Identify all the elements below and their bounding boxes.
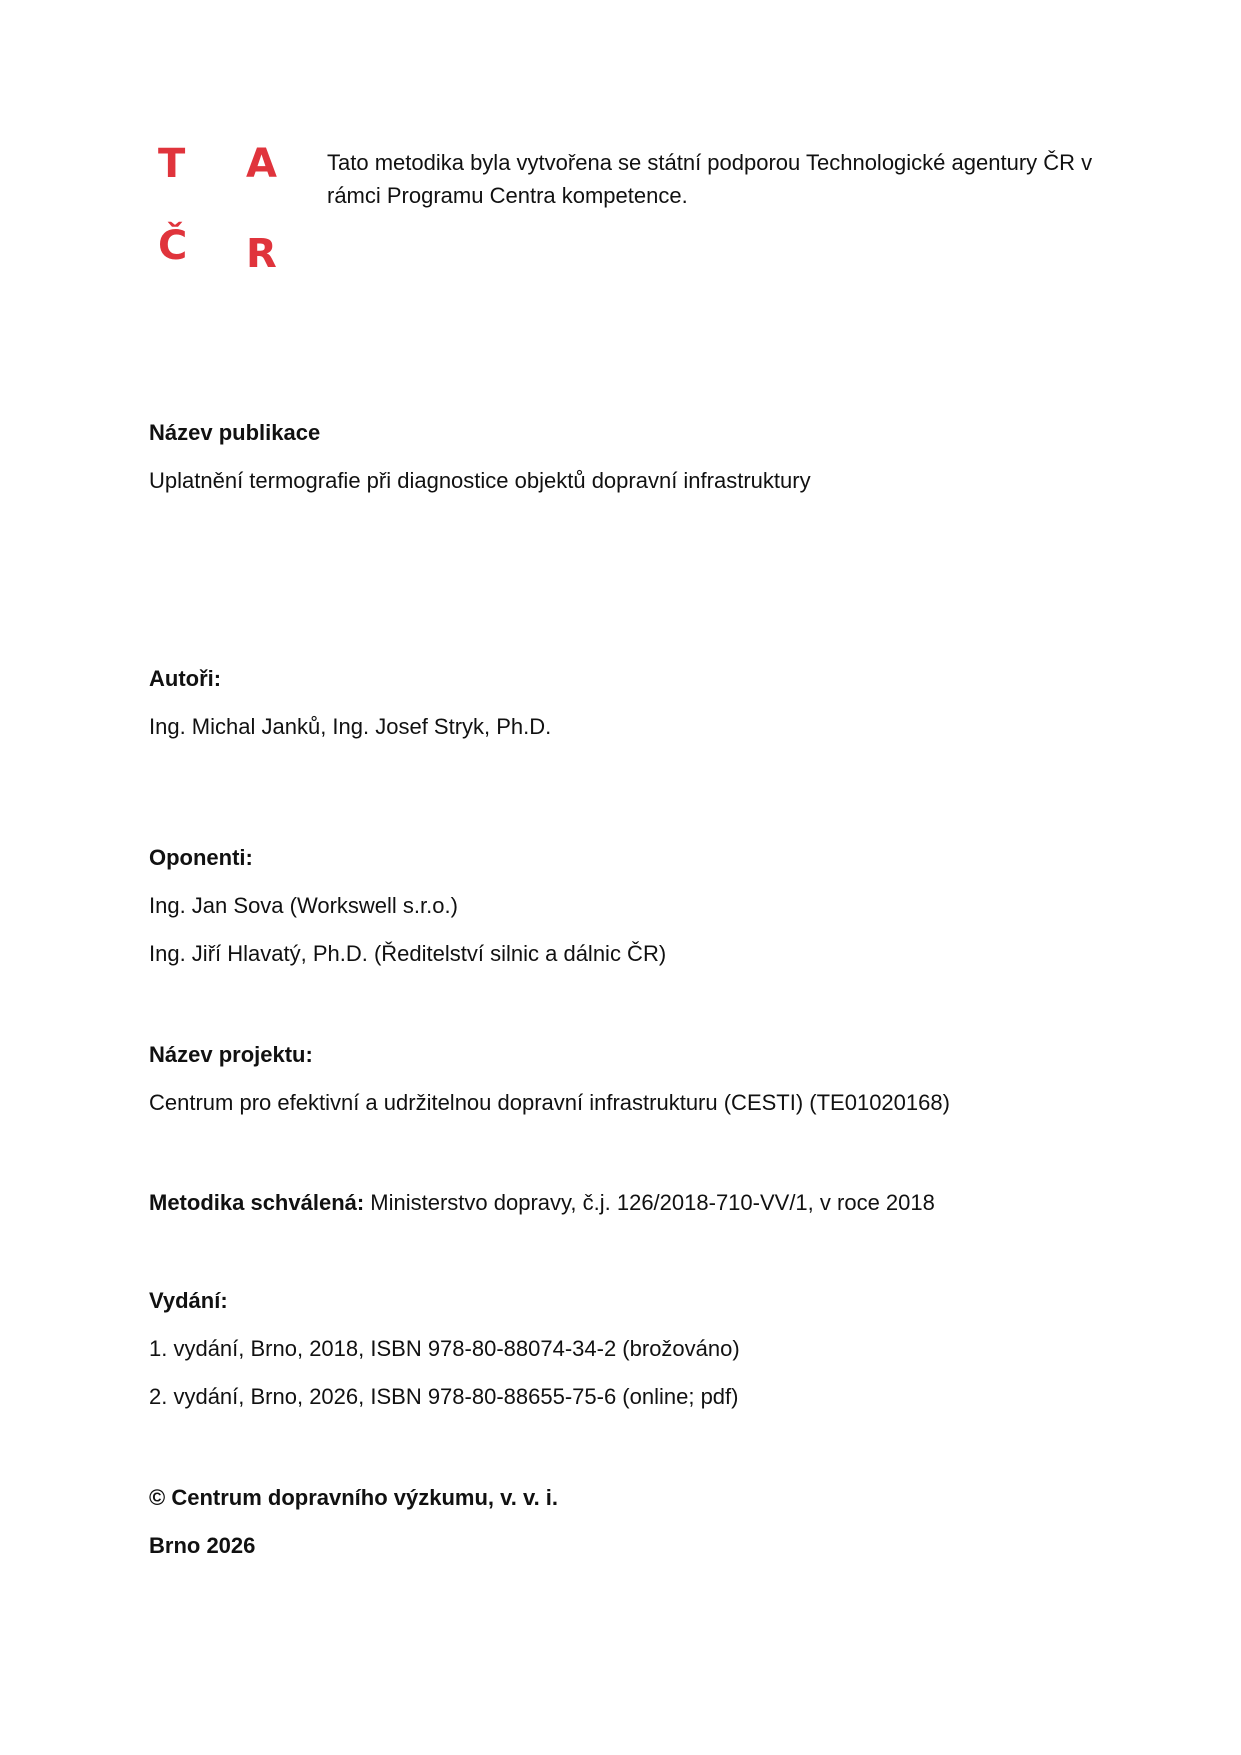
colophon-section (149, 1483, 1149, 1561)
publication-title: Uplatnění termografie při diagnostice objektů dopravní infrastruktury (149, 468, 811, 493)
project-section (149, 1040, 1149, 1118)
authors-value: Ing. Michal Janků, Ing. Josef Stryk, Ph.D. (149, 714, 552, 739)
opponent-item: Ing. Jiří Hlavatý, Ph.D. (Ředitelství silnic a dálnic ČR) (149, 941, 667, 966)
authors-label: Autoři: (149, 666, 222, 691)
edition-item: 2. vydání, Brno, 2026, ISBN 978-80-88655-75-6 (online; pdf) (149, 1384, 739, 1409)
approval-label: Metodika schválená: (149, 1190, 365, 1215)
approval-line (149, 1188, 1149, 1218)
copyright: © Centrum dopravního výzkumu, v. v. i. (149, 1485, 559, 1510)
edition-item: 1. vydání, Brno, 2018, ISBN 978-80-88074-34-2 (brožováno) (149, 1336, 740, 1361)
logo-letter-t: T (158, 141, 186, 187)
edition-section (149, 1286, 1149, 1412)
project-label: Název projektu: (149, 1042, 313, 1067)
publication-label: Název publikace (149, 420, 321, 445)
logo-letter-c: Č (158, 223, 188, 269)
logo-letter-r: R (246, 231, 277, 277)
publication-section (149, 418, 1149, 496)
authors-section (149, 664, 1149, 742)
intro-text: Tato metodika byla vytvořena se státní podporou Technologické agentury ČR v rámci Programu Centra kompetence. (327, 150, 1093, 208)
approval-section (149, 1188, 1149, 1218)
place-year: Brno 2026 (149, 1533, 256, 1558)
project-value: Centrum pro efektivní a udržitelnou dopravní infrastrukturu (CESTI) (TE01020168) (149, 1090, 950, 1115)
tacr-logo (150, 138, 290, 278)
logo-letter-a: A (246, 141, 277, 187)
opponents-label: Oponenti: (149, 845, 253, 870)
edition-label: Vydání: (149, 1288, 228, 1313)
opponents-section (149, 843, 1149, 969)
opponent-item: Ing. Jan Sova (Workswell s.r.o.) (149, 893, 458, 918)
approval-value: Ministerstvo dopravy, č.j. 126/2018-710-VV/1, v roce 2018 (364, 1190, 935, 1215)
